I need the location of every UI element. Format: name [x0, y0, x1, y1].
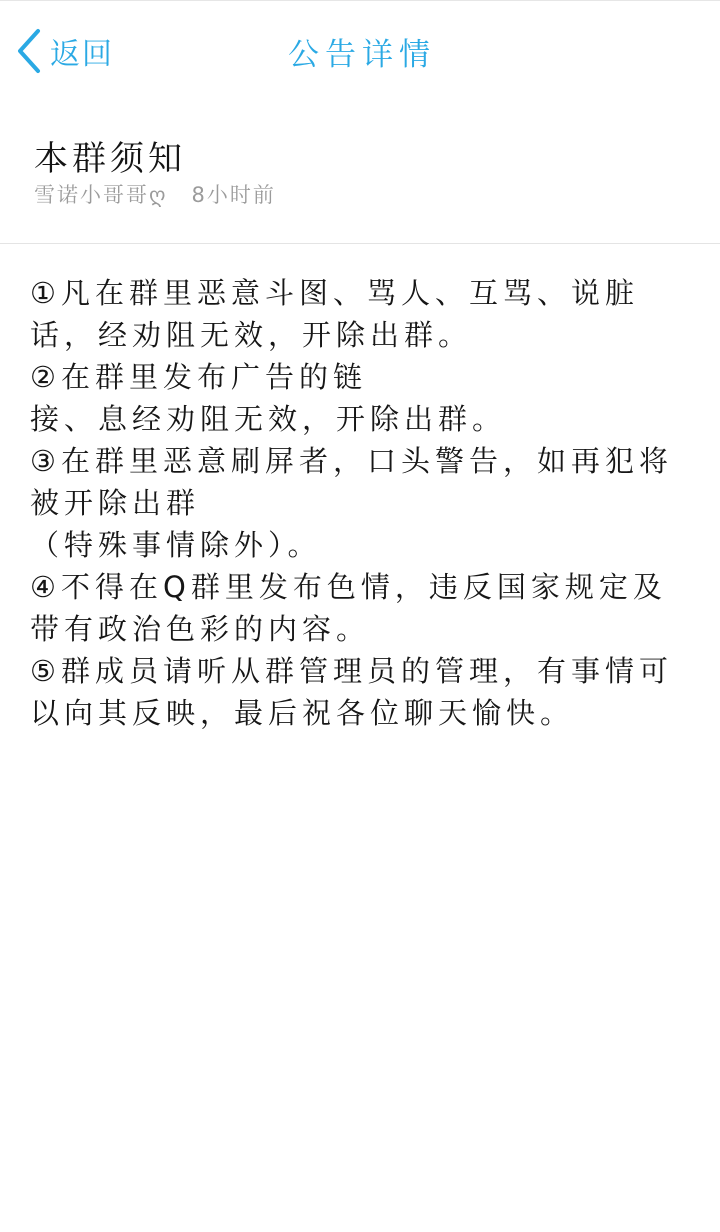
- notice-content: [30, 272, 690, 734]
- rule-paragraph: ③在群里恶意刷屏者，口头警告，如再犯将被开除出群 （特殊事情除外）。: [30, 444, 673, 562]
- page-title: 公告详情: [288, 37, 436, 73]
- rule-paragraph: ②在群里发布广告的链 接、息经劝阻无效，开除出群。: [30, 360, 507, 436]
- header-divider: [0, 243, 720, 244]
- navigation-bar: [0, 1, 720, 97]
- rule-paragraph: ①凡在群里恶意斗图、骂人、互骂、说脏话，经劝阻无效，开除出群。: [30, 276, 639, 352]
- notice-title: 本群须知: [34, 139, 186, 179]
- back-label: 返回: [50, 37, 114, 72]
- rule-paragraph: ⑤群成员请听从群管理员的管理，有事情可以向其反映，最后祝各位聊天愉快。: [30, 654, 673, 730]
- rule-paragraph: ④不得在Q群里发布色情，违反国家规定及带有政治色彩的内容。: [30, 570, 667, 646]
- post-time: 8小时前: [191, 183, 276, 207]
- author-name[interactable]: 雪诺小哥哥ღ: [34, 183, 168, 207]
- notice-meta: [34, 179, 276, 209]
- notice-header: [0, 97, 720, 243]
